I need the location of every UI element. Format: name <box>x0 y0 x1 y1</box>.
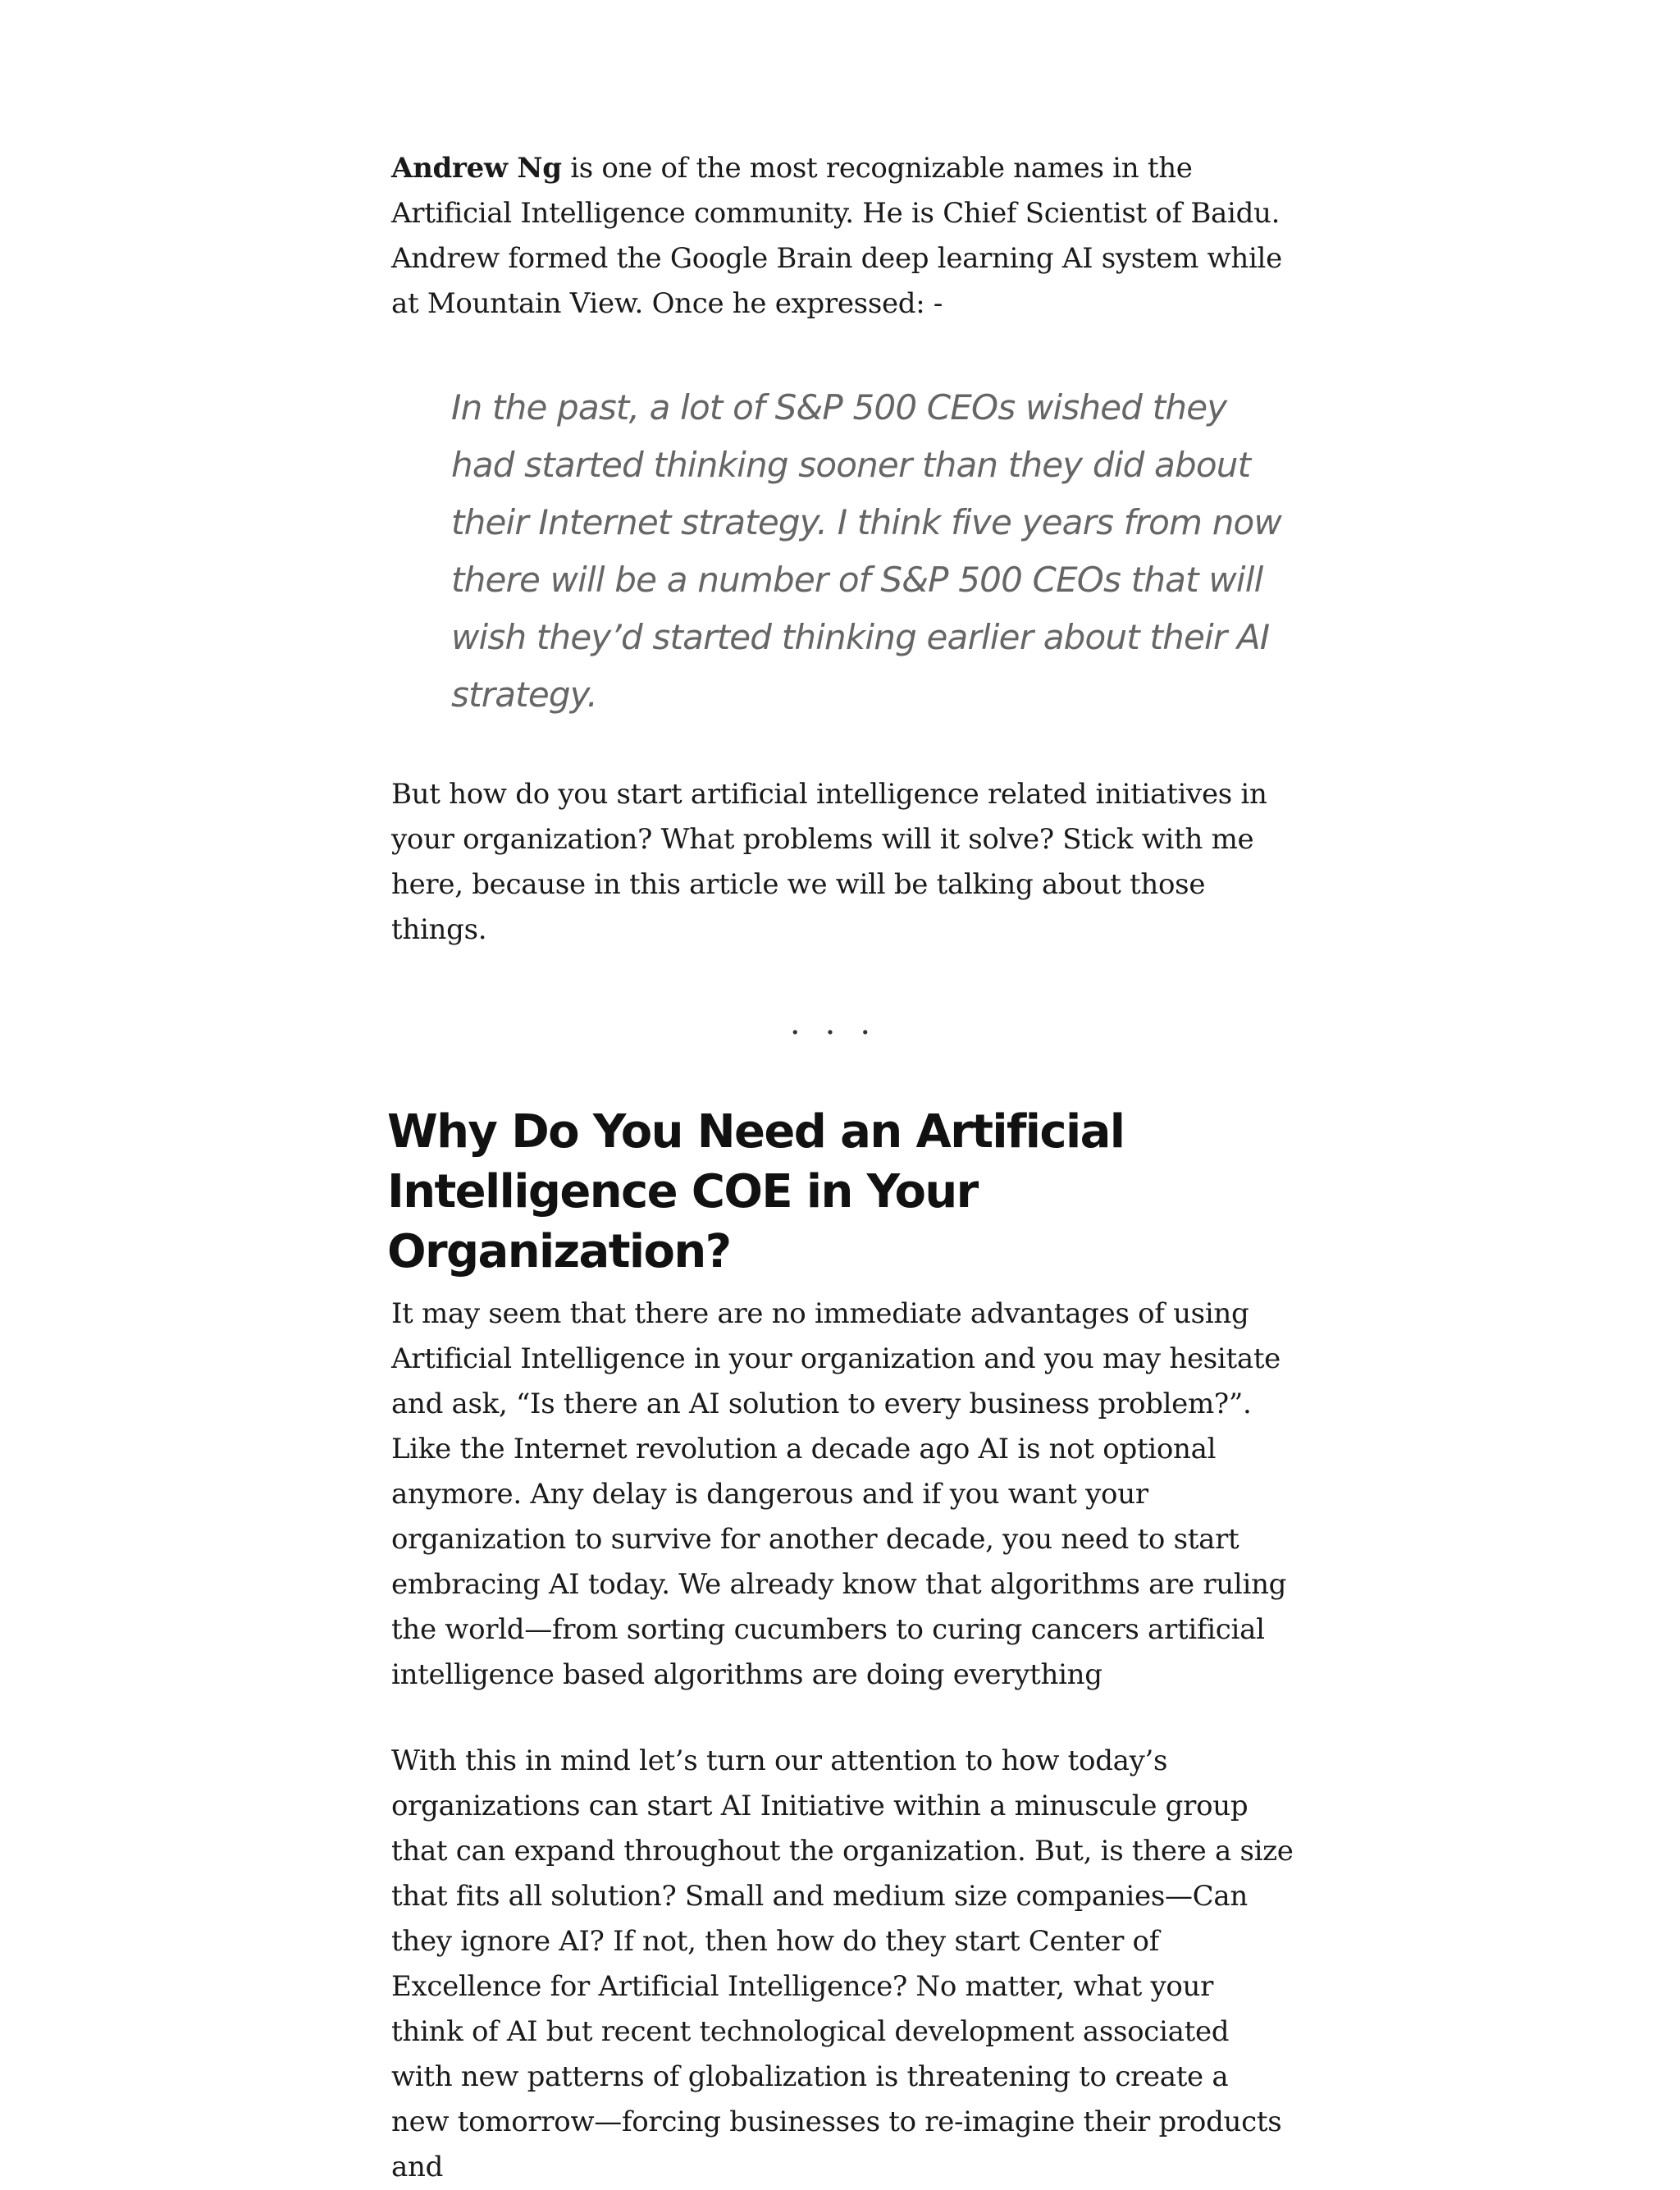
mindset-paragraph: With this in mind let’s turn our attention to how today’s organizations can start AI Initiative within a minuscule group that can expand throughout the organization. But, is there a size that fits all solution? Small and medium size companies—Can they ignore AI? If not, then how do they start Center of Excellence for Artificial Intelligence? No matter, what your think of AI but recent technological development associated with new patterns of globalization is threatening to create a new tomorrow—forcing businesses to re-imagine their products and <box>391 1744 1294 2183</box>
question-paragraph: But how do you start artificial intelligence related initiatives in your organization? What problems will it solve? Stick with me here, because in this article we will be talking about those things. <box>391 778 1267 946</box>
author-name: Andrew Ng <box>391 152 562 185</box>
section-heading: Why Do You Need an Artificial Intelligence COE in Your Organization? <box>387 1105 1125 1278</box>
intro-text: is one of the most recognizable names in the Artificial Intelligence community. He is Chief Scientist of Baidu. Andrew formed the Google Brain deep learning AI system while at Mountain View. Once he expressed: - <box>391 152 1282 320</box>
why-paragraph: It may seem that there are no immediate advantages of using Artificial Intelligence in your organization and you may hesitate and ask, “Is there an AI solution to every business problem?”. Like the Internet revolution a decade ago AI is not optional anymore. Any delay is dangerous and if you want your organization to survive for another decade, you need to start embracing AI today. We already know that algorithms are ruling the world—from sorting cucumbers to curing cancers artificial intelligence based algorithms are doing everything <box>391 1297 1287 1691</box>
article-body <box>387 146 1294 2190</box>
intro-paragraph <box>391 146 1294 327</box>
pull-quote: In the past, a lot of S&P 500 CEOs wished they had started thinking sooner than they did about their Internet strategy. I think five years from now there will be a number of S&P 500 CEOs that will wish they’d started thinking earlier about their AI strategy. <box>451 387 1281 715</box>
section-separator: ... <box>789 1004 896 1042</box>
